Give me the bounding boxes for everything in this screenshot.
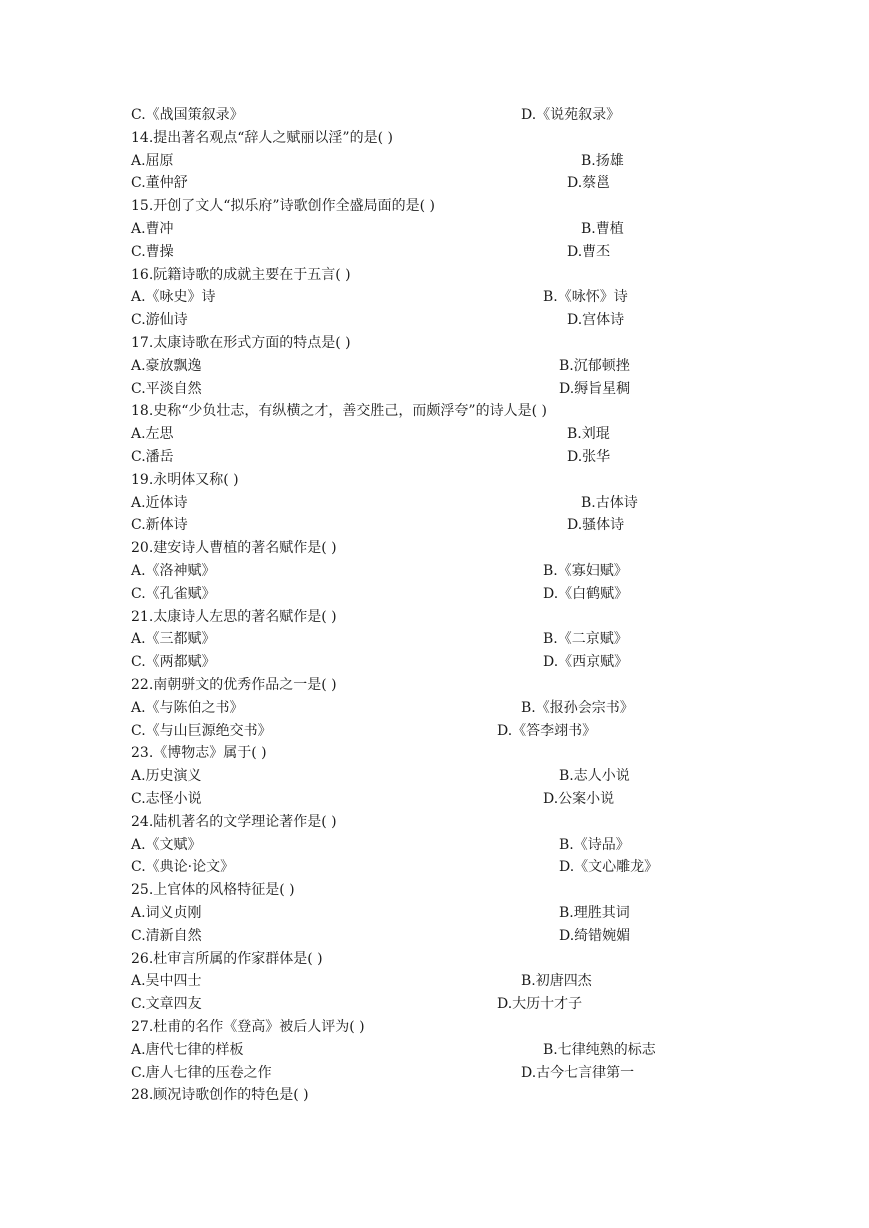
option-right: D.曹丕	[567, 243, 611, 260]
option-line	[131, 492, 751, 515]
option-right: D.张华	[567, 449, 611, 465]
option-right: B.初唐四杰	[521, 973, 592, 990]
question-line	[131, 742, 751, 765]
option-right: B.《二京赋》	[543, 631, 628, 648]
option-left: A.唐代七律的样板	[131, 1041, 244, 1058]
option-right: D.绮错婉媚	[559, 927, 631, 944]
question-line	[131, 948, 751, 971]
option-left: C.唐人七律的压卷之作	[131, 1064, 272, 1081]
option-left: A.《三都赋》	[131, 631, 216, 648]
option-line	[131, 993, 751, 1016]
question-line	[131, 195, 751, 218]
option-right: D.《白鹤赋》	[543, 585, 629, 602]
option-left: A.《咏史》诗	[131, 289, 216, 306]
option-right: D.公案小说	[543, 791, 615, 807]
option-line	[131, 925, 751, 948]
option-line	[131, 104, 751, 127]
option-right: D.骚体诗	[567, 517, 625, 534]
option-left: A.曹冲	[131, 221, 174, 237]
question-text: 22.南朝骈文的优秀作品之一是( )	[131, 677, 337, 693]
option-line	[131, 218, 751, 241]
question-text: 27.杜甫的名作《登高》被后人评为( )	[131, 1019, 365, 1035]
option-left: C.《孔雀赋》	[131, 585, 216, 602]
question-line	[131, 537, 751, 560]
question-text: 19.永明体又称( )	[131, 471, 239, 488]
question-line	[131, 332, 751, 355]
question-text: 14.提出著名观点“辞人之赋丽以淫”的是( )	[131, 129, 393, 146]
option-right: B.《诗品》	[559, 836, 630, 853]
option-left: A.历史演义	[131, 768, 202, 785]
question-line	[131, 879, 751, 902]
question-line	[131, 469, 751, 492]
option-left: A.词义贞刚	[131, 905, 202, 921]
option-left: A.屈原	[131, 152, 174, 169]
option-left: A.豪放飘逸	[131, 357, 202, 374]
question-text: 21.太康诗人左思的著名赋作是( )	[131, 608, 337, 625]
option-left: A.《洛神赋》	[131, 563, 216, 579]
option-right: B.曹植	[581, 221, 624, 237]
option-line	[131, 856, 751, 879]
question-line	[131, 674, 751, 697]
option-line	[131, 902, 751, 925]
option-line	[131, 172, 751, 195]
option-right: B.志人小说	[559, 768, 630, 785]
option-right: B.理胜其词	[559, 905, 630, 921]
option-left: A.左思	[131, 426, 174, 443]
question-text: 26.杜审言所属的作家群体是( )	[131, 950, 323, 967]
option-right: B.《咏怀》诗	[543, 289, 628, 306]
option-line	[131, 834, 751, 857]
option-right: B.古体诗	[581, 494, 638, 511]
option-line	[131, 720, 751, 743]
question-text: 28.顾况诗歌创作的特色是( )	[131, 1087, 309, 1104]
option-line	[131, 286, 751, 309]
option-line	[131, 788, 751, 811]
option-left: C.志怪小说	[131, 791, 202, 807]
option-left: C.《典论·论文》	[131, 859, 235, 876]
option-left: A.近体诗	[131, 494, 188, 511]
option-left: C.游仙诗	[131, 312, 188, 329]
question-text: 25.上官体的风格特征是( )	[131, 882, 295, 899]
option-left: C.《与山巨源绝交书》	[131, 722, 272, 739]
option-left: A.吴中四士	[131, 973, 202, 990]
question-text: 20.建安诗人曹植的著名赋作是( )	[131, 540, 337, 557]
option-line	[131, 583, 751, 606]
option-line	[131, 970, 751, 993]
question-text: 24.陆机著名的文学理论著作是( )	[131, 813, 337, 830]
question-line	[131, 1016, 751, 1039]
option-left: A.《与陈伯之书》	[131, 699, 244, 716]
question-line	[131, 400, 751, 423]
question-line	[131, 606, 751, 629]
option-right: D.《文心雕龙》	[559, 859, 659, 876]
option-line	[131, 651, 751, 674]
option-left: C.潘岳	[131, 449, 174, 465]
option-line	[131, 423, 751, 446]
option-left: C.清新自然	[131, 927, 202, 944]
option-right: B.《报孙会宗书》	[521, 699, 634, 716]
option-line	[131, 628, 751, 651]
option-line	[131, 765, 751, 788]
option-right: D.宫体诗	[567, 312, 625, 329]
option-right: D.蔡邕	[567, 175, 611, 192]
question-line	[131, 811, 751, 834]
option-line	[131, 355, 751, 378]
question-text: 23.《博物志》属于( )	[131, 745, 267, 762]
option-line	[131, 514, 751, 537]
option-line	[131, 697, 751, 720]
option-line	[131, 309, 751, 332]
option-right: D.缛旨星稠	[559, 380, 631, 397]
option-left: C.文章四友	[131, 996, 202, 1013]
option-left: C.董仲舒	[131, 175, 188, 192]
question-text: 18.史称“少负壮志，有纵横之才，善交胜己，而颇浮夸”的诗人是( )	[131, 403, 547, 420]
option-right: D.《答李翊书》	[497, 722, 597, 739]
option-right: D.《西京赋》	[543, 654, 629, 671]
option-line	[131, 241, 751, 264]
question-text: 15.开创了文人“拟乐府”诗歌创作全盛局面的是( )	[131, 198, 435, 215]
question-text: 16.阮籍诗歌的成就主要在于五言( )	[131, 266, 351, 283]
option-left: C.《两都赋》	[131, 654, 216, 671]
option-line	[131, 1039, 751, 1062]
option-left: A.《文赋》	[131, 836, 202, 853]
question-text: 17.太康诗歌在形式方面的特点是( )	[131, 335, 351, 351]
option-left: C.平淡自然	[131, 380, 202, 397]
option-line	[131, 446, 751, 469]
option-right: D.《说苑叙录》	[521, 107, 621, 123]
option-line	[131, 1062, 751, 1085]
option-right: B.刘琨	[567, 426, 610, 443]
question-line	[131, 264, 751, 287]
option-right: D.古今七言律第一	[521, 1064, 635, 1081]
option-line	[131, 378, 751, 401]
option-right: D.大历十才子	[497, 996, 583, 1013]
option-right: B.七律纯熟的标志	[543, 1041, 656, 1058]
option-line	[131, 560, 751, 583]
option-line	[131, 150, 751, 173]
option-left: C.新体诗	[131, 517, 188, 534]
option-right: B.沉郁顿挫	[559, 357, 630, 374]
question-line	[131, 1084, 751, 1107]
option-left: C.《战国策叙录》	[131, 107, 244, 123]
question-line	[131, 127, 751, 150]
option-right: B.扬雄	[581, 152, 624, 169]
option-left: C.曹操	[131, 243, 174, 260]
option-right: B.《寡妇赋》	[543, 563, 628, 579]
